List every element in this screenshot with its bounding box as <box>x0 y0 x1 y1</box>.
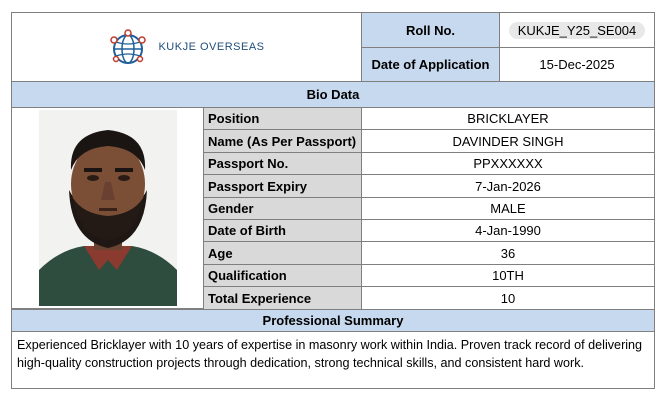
company-logo <box>108 27 264 67</box>
bio-value-total-experience: 10 <box>361 286 655 310</box>
bio-value-passport-no: PPXXXXXX <box>361 152 655 175</box>
photo-cell <box>11 107 204 309</box>
roll-no-value-cell <box>499 12 655 48</box>
bio-value-passport-expiry: 7-Jan-2026 <box>361 174 655 198</box>
bio-value-qualification: 10TH <box>361 264 655 287</box>
bio-data-heading: Bio Data <box>11 81 655 108</box>
globe-people-icon <box>108 27 152 67</box>
applicant-photo <box>39 110 177 306</box>
roll-no-value: KUKJE_Y25_SE004 <box>509 22 646 39</box>
bio-label-passport-no: Passport No. <box>203 152 362 175</box>
bio-label-total-experience: Total Experience <box>203 286 362 310</box>
company-name: KUKJE OVERSEAS <box>158 41 265 53</box>
bio-label-passport-expiry: Passport Expiry <box>203 174 362 198</box>
bio-label-name-as-per-passport: Name (As Per Passport) <box>203 129 362 153</box>
bio-label-position: Position <box>203 107 362 130</box>
professional-summary-heading: Professional Summary <box>11 309 655 332</box>
bio-label-date-of-birth: Date of Birth <box>203 219 362 242</box>
bio-label-age: Age <box>203 241 362 265</box>
bio-value-age: 36 <box>361 241 655 265</box>
bio-value-name-as-per-passport: DAVINDER SINGH <box>361 129 655 153</box>
date-of-application-value: 15-Dec-2025 <box>499 47 655 82</box>
bio-label-qualification: Qualification <box>203 264 362 287</box>
professional-summary-text: Experienced Bricklayer with 10 years of expertise in masonry work within India. Proven track record of delivering high-quality construction projects through dedication, strong technical skills, and consistent hard work. <box>11 331 655 389</box>
bio-label-gender: Gender <box>203 197 362 220</box>
bio-value-date-of-birth: 4-Jan-1990 <box>361 219 655 242</box>
date-of-application-label: Date of Application <box>361 47 500 82</box>
bio-value-position: BRICKLAYER <box>361 107 655 130</box>
logo-cell <box>11 12 362 82</box>
bio-value-gender: MALE <box>361 197 655 220</box>
roll-no-label: Roll No. <box>361 12 500 48</box>
